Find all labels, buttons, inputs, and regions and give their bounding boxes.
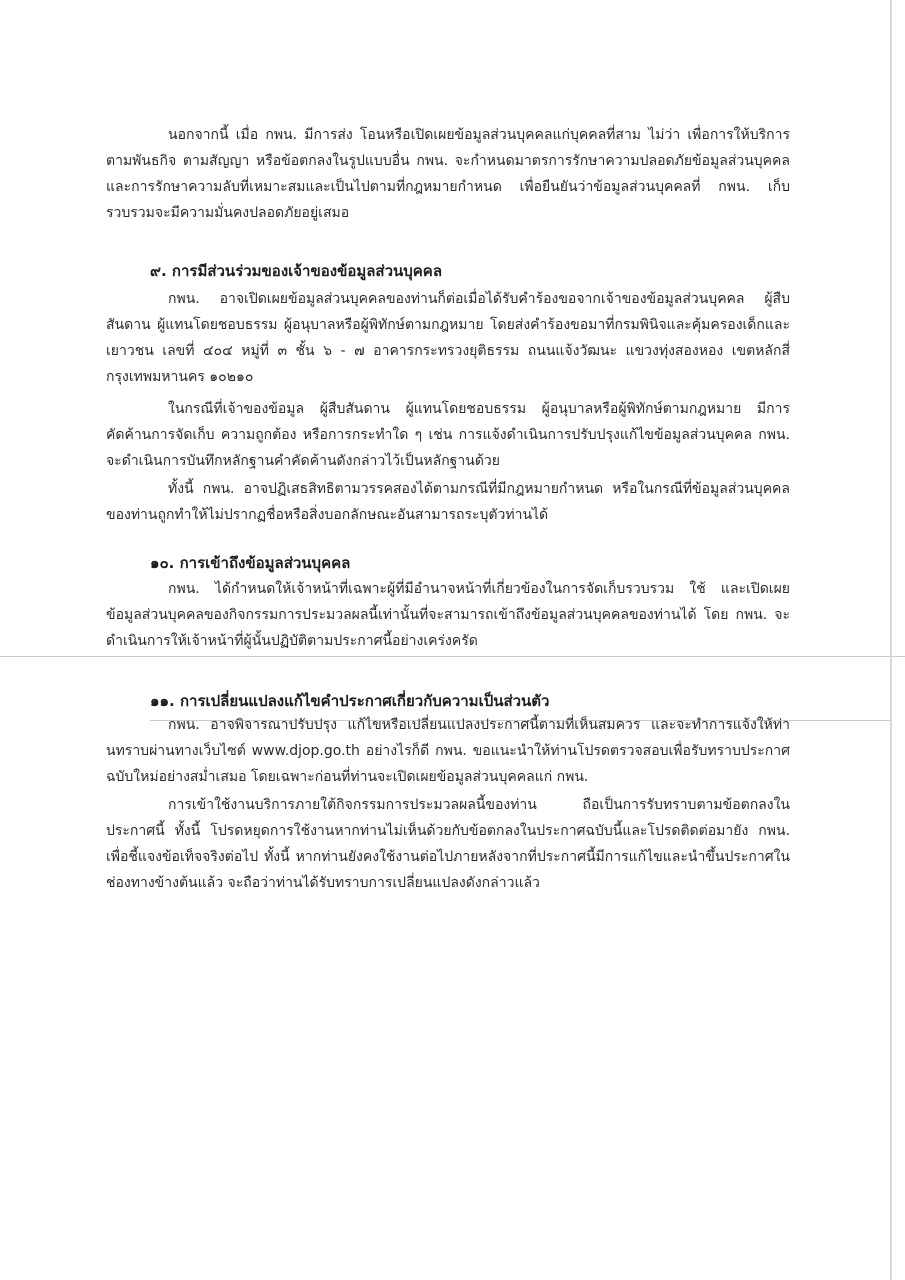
intro-paragraph: นอกจากนี้ เมื่อ กพน. มีการส่ง โอนหรือเปิดเผยข้อมูลส่วนบุคคลแก่บุคคลที่สาม ไม่ว่า เพื่อการให้บริการตามพันธกิจ ตามสัญญา หรือข้อตกลงในรูปแบบอื่น กพน. จะกำหนดมาตรการรักษาความปลอดภัยข้อมูลส่วนบุคคลและการรักษาความลับที่เหมาะสมและเป็นไปตามที่กฎหมายกำหนด เพื่อยืนยันว่าข้อมูลส่วนบุคคลที่ กพน. เก็บรวบรวมจะมีความมั่นคงปลอดภัยอยู่เสมอ	[106, 127, 790, 221]
section-11-heading: ๑๑. การเปลี่ยนแปลงแก้ไขคำประกาศเกี่ยวกับความเป็นส่วนตัว	[150, 692, 550, 710]
section-9-paragraph-1: กพน. อาจเปิดเผยข้อมูลส่วนบุคคลของท่านก็ต่อเมื่อได้รับคำร้องขอจากเจ้าของข้อมูลส่วนบุคคล ผู้สืบสันดาน ผู้แทนโดยชอบธรรม ผู้อนุบาลหรือผู้พิทักษ์ตามกฎหมาย โดยส่งคำร้องขอมาที่กรมพินิจและคุ้มครองเด็กและเยาวชน เลขที่ ๔๐๔ หมู่ที่ ๓ ชั้น ๖ - ๗ อาคารกระทรวงยุติธรรม ถนนแจ้งวัฒนะ แขวงทุ่งสองหอง เขตหลักสี่ กรุงเทพมหานคร ๑๐๒๑๐	[106, 291, 790, 385]
section-11-paragraph-1: กพน. อาจพิจารณาปรับปรุง แก้ไขหรือเปลี่ยนแปลงประกาศนี้ตามที่เห็นสมควร และจะทำการแจ้งให้ท่านทราบผ่านทางเว็บไซต์ www.djop.go.th อย่างไรก็ดี กพน. ขอแนะนำให้ท่านโปรดตรวจสอบเพื่อรับทราบประกาศฉบับใหม่อย่างสม่ำเสมอ โดยเฉพาะก่อนที่ท่านจะเปิดเผยข้อมูลส่วนบุคคลแก่ กพน.	[106, 717, 790, 785]
scan-artifact-line	[0, 656, 905, 657]
section-9-paragraph-2: ในกรณีที่เจ้าของข้อมูล ผู้สืบสันดาน ผู้แทนโดยชอบธรรม ผู้อนุบาลหรือผู้พิทักษ์ตามกฎหมาย มีการคัดค้านการจัดเก็บ ความถูกต้อง หรือการกระทำใด ๆ เช่น การแจ้งดำเนินการปรับปรุงแก้ไขข้อมูลส่วนบุคคล กพน. จะดำเนินการบันทึกหลักฐานคำคัดค้านดังกล่าวไว้เป็นหลักฐานด้วย	[106, 401, 790, 469]
section-10-paragraph-1: กพน. ได้กำหนดให้เจ้าหน้าที่เฉพาะผู้ที่มีอำนาจหน้าที่เกี่ยวข้องในการจัดเก็บรวบรวม ใช้ และเปิดเผยข้อมูลส่วนบุคคลของกิจกรรมการประมวลผลนี้เท่านั้นที่จะสามารถเข้าถึงข้อมูลส่วนบุคคลของท่านได้ โดย กพน. จะดำเนินการให้เจ้าหน้าที่ผู้นั้นปฏิบัติตามประกาศนี้อย่างเคร่งครัด	[106, 581, 790, 649]
section-9-paragraph-3: ทั้งนี้ กพน. อาจปฏิเสธสิทธิตามวรรคสองได้ตามกรณีที่มีกฎหมายกำหนด หรือในกรณีที่ข้อมูลส่วนบุคคลของท่านถูกทำให้ไม่ปรากฏชื่อหรือสิ่งบอกลักษณะอันสามารถระบุตัวท่านได้	[106, 481, 790, 523]
section-11-paragraph-2: การเข้าใช้งานบริการภายใต้กิจกรรมการประมวลผลนี้ของท่าน ถือเป็นการรับทราบตามข้อตกลงในประกาศนี้ ทั้งนี้ โปรดหยุดการใช้งานหากท่านไม่เห็นด้วยกับข้อตกลงในประกาศฉบับนี้และโปรดติดต่อมายัง กพน. เพื่อชี้แจงข้อเท็จจริงต่อไป ทั้งนี้ หากท่านยังคงใช้งานต่อไปภายหลังจากที่ประกาศนี้มีการแก้ไขและนำขึ้นประกาศในช่องทางข้างต้นแล้ว จะถือว่าท่านได้รับทราบการเปลี่ยนแปลงดังกล่าวแล้ว	[106, 797, 790, 891]
section-10-heading: ๑๐. การเข้าถึงข้อมูลส่วนบุคคล	[150, 554, 351, 572]
scan-edge	[890, 0, 892, 1280]
section-9-heading: ๙. การมีส่วนร่วมของเจ้าของข้อมูลส่วนบุคคล	[150, 262, 443, 280]
